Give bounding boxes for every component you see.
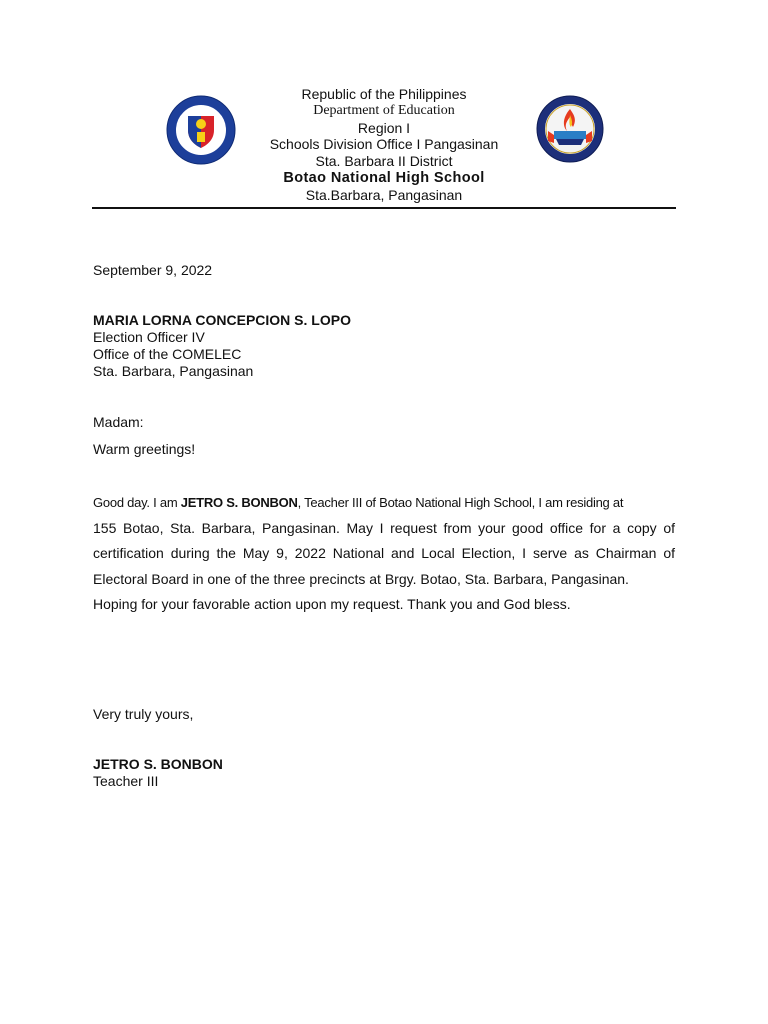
- body-sender-details: , Teacher III of Botao National High School, I am residing at: [297, 495, 624, 510]
- signatory-title: Teacher III: [93, 773, 159, 789]
- letterhead-department: Department of Education: [313, 102, 455, 118]
- letterhead: [92, 82, 676, 212]
- recipient-office: Office of the COMELEC: [93, 346, 242, 362]
- recipient-name: MARIA LORNA CONCEPCION S. LOPO: [93, 312, 351, 328]
- salutation: Madam:: [93, 414, 144, 430]
- letter-date: September 9, 2022: [93, 262, 213, 278]
- letterhead-divider: [92, 207, 676, 209]
- body-intro: Good day. I am: [93, 495, 181, 510]
- letterhead-republic: Republic of the Philippines: [301, 86, 467, 102]
- body-sender-name: JETRO S. BONBON: [180, 495, 298, 510]
- complimentary-close: Very truly yours,: [93, 706, 194, 722]
- letterhead-district: Sta. Barbara II District: [315, 153, 453, 170]
- body-closing-line: Hoping for your favorable action upon my request. Thank you and God bless.: [93, 596, 571, 612]
- recipient-address: Sta. Barbara, Pangasinan: [93, 363, 254, 379]
- letterhead-school-name: Botao National High School: [283, 169, 485, 186]
- recipient-title: Election Officer IV: [93, 329, 205, 345]
- letterhead-division: Schools Division Office I Pangasinan: [269, 136, 499, 153]
- letterhead-school-address: Sta.Barbara, Pangasinan: [305, 186, 463, 203]
- body-first-line: [93, 490, 675, 516]
- letterhead-region: Region I: [357, 119, 411, 136]
- body-continuation: 155 Botao, Sta. Barbara, Pangasinan. May I request from your good office for a copy of certification during the May 9, 2022 National and Local Election, I serve as Chairman of Electoral Board in one of the three precincts at Brgy. Botao, Sta. Barbara, Pangasinan.: [93, 519, 675, 587]
- letter-body: [93, 490, 675, 618]
- greeting: Warm greetings!: [93, 441, 196, 457]
- signatory-name: JETRO S. BONBON: [93, 756, 223, 772]
- letterhead-text: [92, 86, 676, 204]
